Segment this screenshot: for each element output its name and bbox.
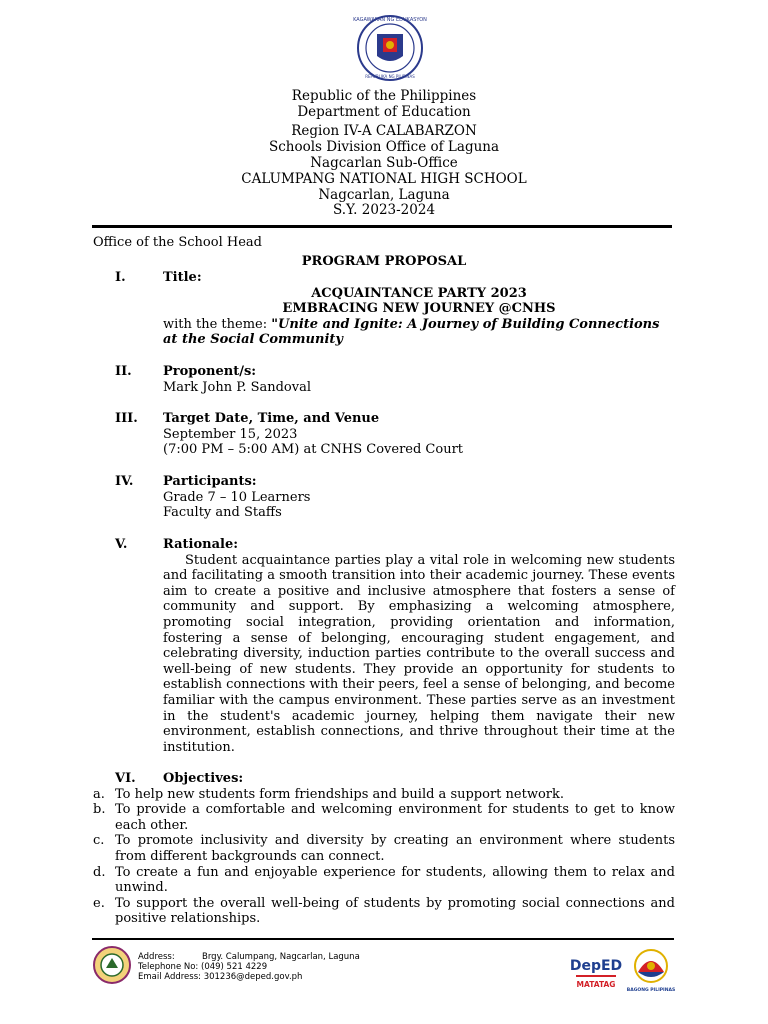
address-label: Address: [138,952,175,962]
objective-text: To create a fun and enjoyable experience for students, allowing them to relax and unwind. [115,864,675,896]
section-heading: Target Date, Time, and Venue [163,411,380,426]
section-target [93,411,675,458]
svg-text:KAGAWARAN NG EDUKASYON: KAGAWARAN NG EDUKASYON [353,17,427,23]
proponent-name: Mark John P. Sandoval [163,379,312,395]
objective-item [93,802,675,833]
target-time-venue: (7:00 PM – 5:00 AM) at CNHS Covered Court [163,442,464,458]
theme-prefix: with the theme: [163,316,272,332]
section-number: IV. [115,474,134,489]
footer-contact [138,952,360,982]
section-participants [93,474,675,521]
theme-text: "Unite and Ignite: A Journey of Building Connections at the Social Community [163,316,660,348]
sub-office-line: Nagcarlan Sub-Office [310,155,458,171]
bagong-pilipinas-logo [628,946,674,994]
division-line: Schools Division Office of Laguna [268,139,500,155]
section-number: III. [115,411,138,426]
participant-item: Grade 7 – 10 Learners [163,489,311,505]
section-heading: Objectives: [163,771,244,786]
objective-letter: b. [93,802,106,818]
objective-text: To promote inclusivity and diversity by creating an environment where students from different backgrounds can connect. [115,833,675,864]
section-objectives [93,771,675,927]
address-value: Brgy. Calumpang, Nagcarlan, Laguna [202,952,360,962]
objective-letter: a. [93,786,105,802]
department-name: Department of Education [297,104,471,120]
rationale-text: Student acquaintance parties play a vital role in welcoming new students and facilitating a smooth transition into their academic journey. These events aim to create a positive and inclusive atmosphere that fosters a sense of community and support. By emphasizing a welcoming atmosphere, promoting social integration, providing orientation and information, fostering a sense of belonging, encouraging student engagement, and celebrating diversity, induction parties contribute to the overall success and well-being of new students. They provide an opportunity for students to establish connections with their peers, feel a sense of belonging, and become familiar with the campus environment. These parties serve as an investment in the student's academic journey, helping them navigate their new environment, establish connections, and thrive throughout their time at the institution. [163,552,675,755]
deped-seal-logo [353,12,427,88]
target-date: September 15, 2023 [163,426,298,442]
section-heading: Title: [163,270,202,285]
section-number: V. [115,537,128,552]
section-heading: Participants: [163,474,257,489]
school-name: CALUMPANG NATIONAL HIGH SCHOOL [241,171,527,187]
email-value: 301236@deped.gov.ph [203,972,303,982]
section-number: I. [115,270,126,285]
section-number: VI. [115,771,136,786]
event-title: ACQUAINTANCE PARTY 2023 [311,285,527,301]
program-title: PROGRAM PROPOSAL [301,254,467,269]
objective-letter: c. [93,833,105,849]
section-rationale [93,537,675,755]
deped-matatag-logo [569,950,623,992]
objective-text: To provide a comfortable and welcoming environment for students to get to know each other. [115,802,675,833]
objectives-list [93,787,675,927]
footer-divider [92,938,674,940]
section-heading: Proponent/s: [163,364,257,379]
objective-item [93,896,675,927]
section-proponent [93,364,675,395]
section-number: II. [115,364,132,379]
objective-text: To help new students form friendships and build a support network. [115,786,564,802]
objective-letter: d. [93,864,106,880]
phone-label: Telephone No: [138,962,199,972]
bagong-logo-text: BAGONG PILIPINAS [626,988,676,993]
objective-item [93,833,675,864]
phone-value: (049) 521 4229 [201,962,268,972]
objective-letter: e. [93,895,105,911]
svg-text:REPUBLIKA NG PILIPINAS: REPUBLIKA NG PILIPINAS [365,74,415,79]
office-label: Office of the School Head [93,235,262,250]
event-subtitle: EMBRACING NEW JOURNEY @CNHS [282,301,556,317]
region-line: Region IV-A CALABARZON [291,123,477,139]
section-heading: Rationale: [163,537,239,552]
republic-line: Republic of the Philippines [291,88,477,104]
section-title [93,270,675,348]
participant-item: Faculty and Staffs [163,505,282,521]
email-label: Email Address: [138,972,201,982]
matatag-logo-text: MATATAG [576,980,616,989]
school-year-line: S.Y. 2023-2024 [332,202,436,218]
objective-item [93,865,675,896]
school-seal-logo [93,946,131,984]
town-line: Nagcarlan, Laguna [318,187,450,203]
deped-logo-text: DepED [569,958,623,974]
header-divider [92,225,672,228]
theme-line [163,317,675,348]
objective-text: To support the overall well-being of students by promoting social connections and positive relationships. [115,895,675,927]
objective-item [93,787,675,803]
